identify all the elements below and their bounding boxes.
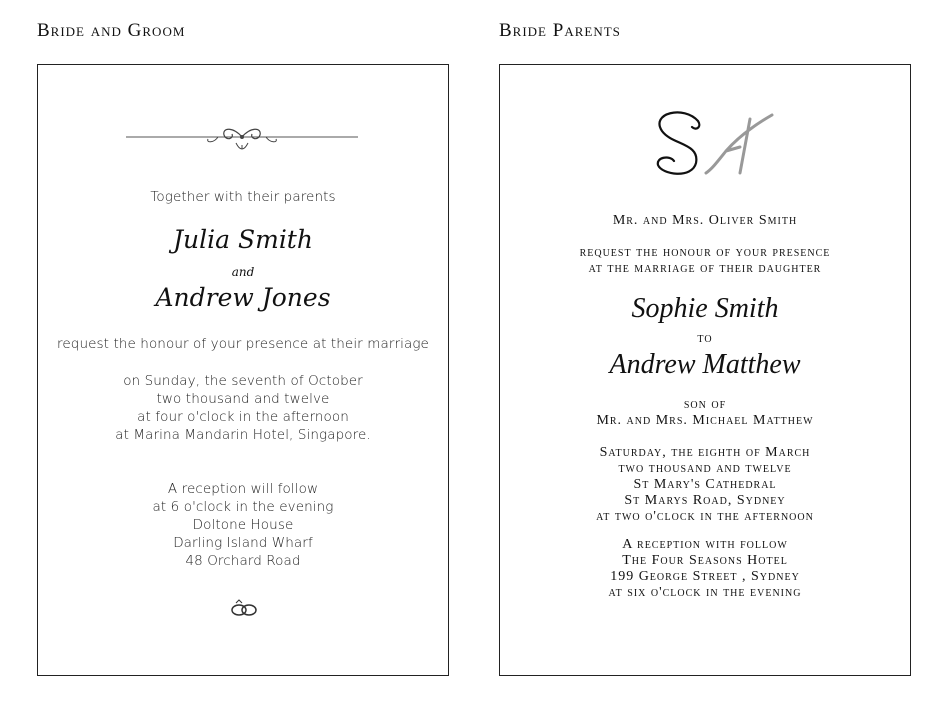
rings-icon bbox=[230, 599, 258, 619]
reception-time: at 6 o'clock in the evening bbox=[152, 499, 334, 515]
bride-parents-invitation-card bbox=[499, 64, 911, 676]
hosts-text: Mr. and Mrs. Oliver Smith bbox=[612, 213, 798, 228]
ceremony-venue: at Marina Mandarin Hotel, Singapore. bbox=[115, 427, 371, 443]
right-card-heading: Bride Parents bbox=[499, 20, 621, 41]
reception-venue: Doltone House bbox=[192, 517, 294, 533]
intro-text: Together with their parents bbox=[150, 189, 336, 205]
ceremony-venue: St Mary's Cathedral bbox=[633, 477, 777, 492]
request-line-1: request the honour of your presence bbox=[579, 245, 831, 260]
ceremony-time: at four o'clock in the afternoon bbox=[137, 409, 349, 425]
monogram-icon bbox=[640, 101, 780, 181]
left-card-heading: Bride and Groom bbox=[37, 20, 186, 41]
flourish-divider-icon bbox=[126, 125, 358, 157]
reception-intro: A reception with follow bbox=[622, 537, 788, 552]
reception-intro: A reception will follow bbox=[167, 481, 319, 497]
reception-location: Darling Island Wharf bbox=[173, 535, 313, 551]
request-text: request the honour of your presence at their marriage bbox=[57, 336, 429, 352]
groom-parents-text: Mr. and Mrs. Michael Matthew bbox=[596, 413, 814, 428]
reception-time: at six o'clock in the evening bbox=[608, 585, 802, 600]
son-of-text: son of bbox=[683, 397, 727, 412]
bride-name: Julia Smith bbox=[173, 225, 313, 254]
to-connector: to bbox=[697, 331, 713, 346]
ceremony-year: two thousand and twelve bbox=[156, 391, 330, 407]
reception-address: 199 George Street , Sydney bbox=[610, 569, 800, 584]
reception-venue: The Four Seasons Hotel bbox=[622, 553, 788, 568]
ceremony-year: two thousand and twelve bbox=[618, 461, 792, 476]
bride-groom-invitation-card bbox=[37, 64, 449, 676]
groom-name: Andrew Jones bbox=[155, 283, 331, 312]
reception-address: 48 Orchard Road bbox=[185, 553, 301, 569]
and-connector: and bbox=[231, 265, 255, 279]
ceremony-time: at two o'clock in the afternoon bbox=[596, 509, 814, 524]
request-line-2: at the marriage of their daughter bbox=[588, 261, 822, 276]
ceremony-date: on Sunday, the seventh of October bbox=[123, 373, 363, 389]
groom-name: Andrew Matthew bbox=[609, 349, 801, 380]
ceremony-date: Saturday, the eighth of March bbox=[599, 445, 811, 460]
bride-name: Sophie Smith bbox=[631, 293, 779, 324]
ceremony-address: St Marys Road, Sydney bbox=[624, 493, 786, 508]
